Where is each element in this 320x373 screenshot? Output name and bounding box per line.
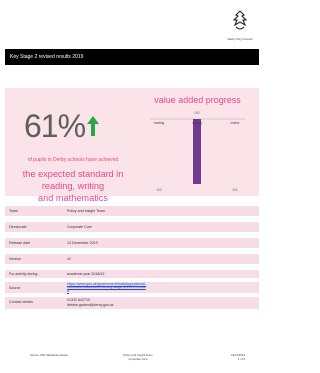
council-name: Derby City Council: [227, 37, 253, 41]
contact-value: [67, 298, 113, 308]
chart-top-value-label: 0.0: [194, 111, 200, 115]
details-row: [5, 222, 259, 232]
footer-right: [215, 353, 245, 361]
source-link[interactable]: https://www.gov.uk/government/statistics/national-curriculum-assessments-key-stage-2-2019-revised: [67, 282, 147, 293]
standard-line-1: the expected standard in reading, writing: [22, 169, 124, 191]
details-label: Release date: [9, 241, 31, 245]
contact-phone: 01332 642710: [67, 298, 90, 302]
chart-category-label: writing: [192, 121, 202, 125]
chart-bar-writing: [193, 119, 201, 184]
footer-source: Source: DfE Statistical release: [30, 353, 68, 357]
headline-subtext: of pupils in Derby schools have achieved: [27, 157, 119, 163]
chart-category-label: maths: [230, 121, 240, 125]
footer-page: 1 of 8: [238, 357, 245, 361]
details-label: Source: [9, 285, 21, 290]
chart-category-label: reading: [153, 121, 165, 125]
details-label: Directorate: [9, 225, 27, 229]
chart-bottom-value-label: 0.0: [156, 188, 162, 192]
footer-date: 19/12/2019: [231, 353, 245, 357]
footer-team: Policy and Insight Team: [123, 353, 153, 357]
details-value: v2: [67, 256, 71, 261]
details-row: [5, 206, 259, 216]
footer-directorate: Corporate Core: [128, 357, 148, 361]
source-link-cell: [67, 283, 147, 293]
value-added-title: value added progress: [154, 95, 241, 105]
details-value: academic year 2018/19: [67, 271, 105, 276]
details-label: Contact details: [9, 300, 33, 304]
details-row: [5, 297, 259, 309]
contact-email[interactable]: debbie.gadem@derby.gov.uk: [67, 303, 114, 307]
details-value: Corporate Core: [67, 224, 92, 229]
footer-middle: [108, 353, 168, 361]
footer-left: [30, 353, 90, 357]
details-label: Version: [9, 257, 21, 261]
headline-percentage: 61%: [24, 108, 86, 144]
standard-line-2: and mathematics: [38, 193, 108, 203]
details-value: Policy and Insight Team: [67, 208, 105, 213]
details-label: Team: [9, 209, 18, 213]
details-row: [5, 254, 259, 264]
report-title: Key Stage 2 revised results 2019: [10, 54, 84, 60]
details-label: For activity during: [9, 272, 38, 276]
details-row: [5, 270, 259, 278]
details-value: 13 December 2019: [67, 240, 98, 245]
chart-bottom-value-label: 0.0: [232, 188, 238, 192]
details-row: [5, 238, 259, 248]
details-row: [5, 282, 259, 293]
